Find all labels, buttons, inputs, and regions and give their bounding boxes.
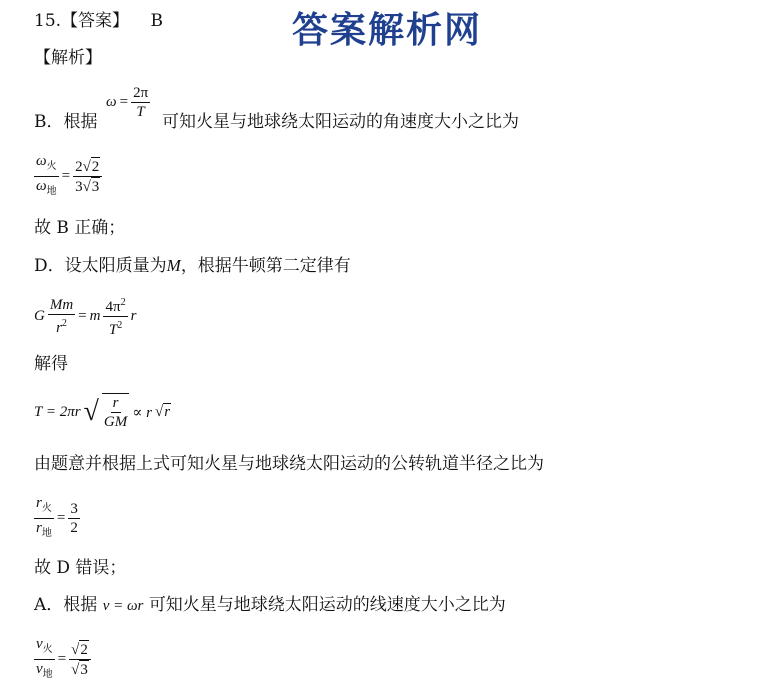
omega-fraction: [131, 84, 150, 121]
r-mars-symbol: r: [36, 495, 42, 511]
velocity-ratio-equation: [34, 635, 91, 684]
b-prefix: B．根据: [34, 112, 98, 132]
period-equation: T = 2πr √ $\frac{r}{GM}$ ∝ r √r: [34, 395, 171, 430]
sqrt-sign: √: [83, 396, 99, 427]
gravitational-constant: G: [34, 308, 45, 324]
mars-subscript: 火: [46, 161, 57, 172]
velocity-formula: v = ωr: [102, 598, 144, 614]
period-radicand-den: GM: [103, 414, 128, 430]
period-tail-radicand: r: [164, 404, 171, 420]
omega-ratio-rhs: $\frac{2√2}{3√3}$: [73, 157, 102, 196]
omega-denominator: T: [136, 104, 145, 120]
velocity-rhs-num-radicand: 2: [80, 642, 88, 658]
answer-label: 【答案】: [61, 11, 130, 31]
radius-rhs-num: 3: [70, 501, 78, 517]
velocity-ratio-rhs: $\frac{√2}{√3}$: [69, 640, 91, 679]
earth-subscript: 地: [41, 528, 52, 539]
newton-lhs-den-r: r: [56, 320, 62, 336]
omega-numerator: 2π: [133, 85, 149, 101]
earth-subscript: 地: [46, 186, 57, 197]
a-text: 可知火星与地球绕太阳运动的线速度大小之比为: [148, 595, 506, 615]
velocity-rhs-den-radicand: 3: [80, 662, 88, 678]
d-text: ，根据牛顿第二定律有: [180, 256, 351, 276]
solve-label: 解得: [34, 354, 68, 374]
orbit-text: 由题意并根据上式可知火星与地球绕太阳运动的公转轨道半径之比为: [34, 454, 544, 474]
omega-ratio-lhs: [34, 152, 59, 201]
watermark-logo: 答案解析网: [292, 10, 483, 51]
newton-rhs-num: 4π: [105, 299, 121, 315]
mars-subscript: 火: [42, 644, 53, 655]
d-conclusion: 故 D 错误；: [34, 558, 127, 578]
earth-subscript: 地: [42, 669, 53, 680]
newton-lhs-num: Mm: [49, 297, 74, 313]
a-prefix: A．根据: [34, 595, 98, 615]
v-mars-symbol: v: [36, 636, 43, 652]
rhs-num-coef: 2: [75, 159, 83, 175]
newton-rhs-den-exp: 2: [117, 320, 123, 331]
answer-value: B: [150, 11, 163, 31]
velocity-ratio-lhs: [34, 635, 55, 684]
radius-ratio-equation: [34, 494, 80, 543]
v-earth-symbol: v: [36, 661, 43, 677]
newton-rhs-r: r: [130, 308, 137, 324]
equals-sign: =: [61, 168, 71, 184]
omega-mars-symbol: ω: [36, 153, 47, 169]
answer-line: [34, 11, 163, 31]
period-radicand-fraction: [102, 393, 129, 431]
rhs-den-radicand: 3: [91, 179, 100, 195]
period-lhs: T = 2πr: [34, 403, 81, 420]
equals-sign: =: [119, 94, 129, 110]
radius-ratio-lhs: [34, 494, 54, 543]
equals-sign: =: [56, 510, 66, 526]
omega-symbol: ω: [106, 94, 117, 110]
equals-sign: =: [78, 308, 87, 324]
r-earth-symbol: r: [36, 520, 42, 536]
b-text: 可知火星与地球绕太阳运动的角速度大小之比为: [162, 112, 519, 132]
proportional-to: ∝ r: [132, 404, 152, 421]
mars-subscript: 火: [41, 503, 52, 514]
rhs-num-radicand: 2: [91, 159, 100, 175]
omega-ratio-equation: [34, 152, 102, 201]
equals-sign: =: [57, 651, 67, 667]
newton-rhs-den: T: [108, 322, 118, 338]
rhs-den-coef: 3: [75, 179, 83, 195]
newton-equation: [34, 294, 136, 339]
newton-rhs-m: m: [89, 308, 101, 324]
d-line: [34, 256, 351, 276]
newton-rhs-fraction: [103, 294, 127, 339]
b-conclusion: 故 B 正确；: [34, 218, 126, 238]
radius-rhs-den: 2: [70, 520, 78, 536]
sun-mass-symbol: M: [166, 256, 181, 275]
omega-earth-symbol: ω: [36, 178, 47, 194]
d-prefix: D．设太阳质量为: [34, 256, 167, 276]
question-number: 15.: [34, 11, 62, 31]
period-radicand-num: r: [112, 395, 119, 411]
omega-formula: [106, 84, 150, 121]
newton-lhs-den-exp: 2: [61, 318, 67, 329]
newton-lhs-fraction: [48, 296, 75, 337]
a-line: [34, 595, 506, 616]
newton-rhs-num-exp: 2: [120, 297, 126, 308]
analysis-label: 【解析】: [34, 48, 102, 68]
radius-ratio-rhs: [68, 500, 80, 537]
